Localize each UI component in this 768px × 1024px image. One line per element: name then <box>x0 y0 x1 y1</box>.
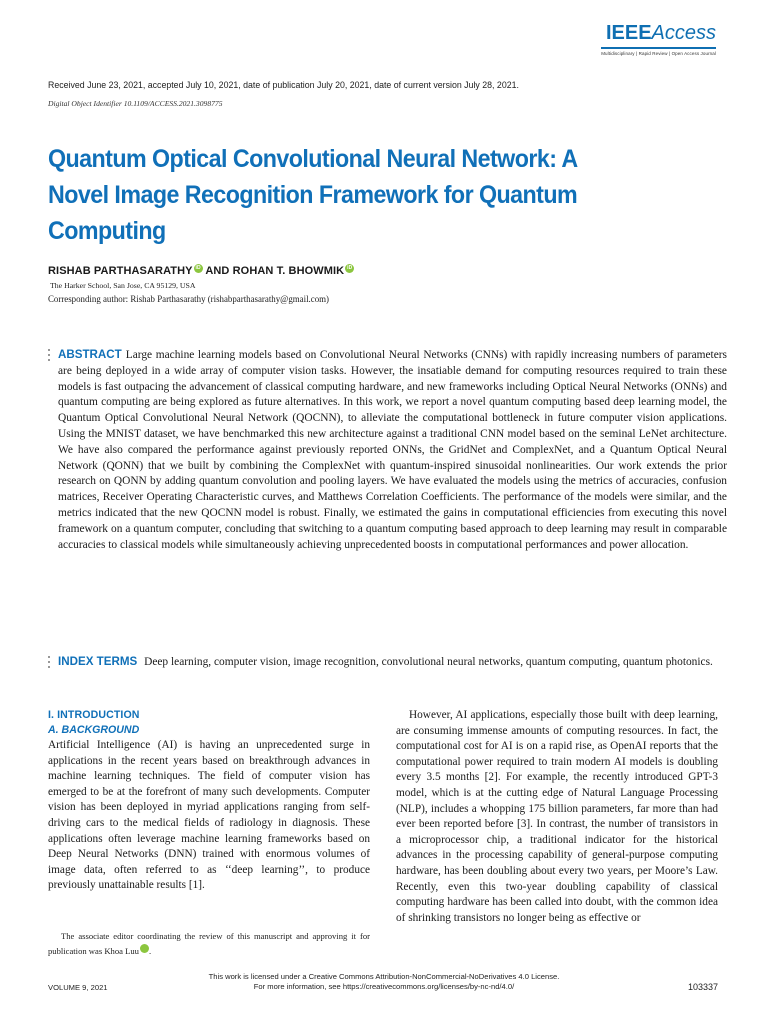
footnote-text: The associate editor coordinating the review of this manuscript and approving it for publication was Khoa Luu <box>48 931 370 956</box>
footnote: The associate editor coordinating the review of this manuscript and approving it for publication was Khoa Luu iD. <box>48 931 370 956</box>
license-notice <box>140 972 628 992</box>
author-1-name: RISHAB PARTHASARATHY <box>48 265 193 277</box>
index-terms-text: Deep learning, computer vision, image recognition, convolutional neural networks, quantum computing, quantum photonics. <box>144 656 713 668</box>
orcid-icon[interactable]: iD <box>140 944 149 953</box>
license-line: This work is licensed under a Creative Commons Attribution-NonCommercial-NoDerivatives 4.0 License. <box>208 972 560 981</box>
orcid-icon[interactable]: iD <box>347 265 353 271</box>
index-terms-heading: INDEX TERMS <box>58 655 138 668</box>
body-paragraph: However, AI applications, especially those built with deep learning, are consuming immense amounts of computing resources. In fact, the computational cost for AI is on a rapid rise, as OpenAI reports that the computational power required to train modern AI models is doubling every 3.5 months [2]. For example, the recently introduced GPT-3 model, which is at the cutting edge of Natural Language Processing (NLP), includes a whopping 175 billion parameters, far more than had ever been reported before [3]. In contrast, the number of transistors in a microprocessor chip, a traditional indicator for the historical advances in the processing capability of general-purpose computing hardware, has been doubling about every two years, per Moore’s Law. Recently, even this two-year doubling capability of classical computing hardware has been called into doubt, with the common idea of shrinking transistors no longer being as effective or <box>396 709 718 924</box>
logo-wordmark <box>601 22 716 44</box>
author-2-name: AND ROHAN T. BHOWMIK <box>205 265 345 277</box>
author-line <box>48 264 354 277</box>
received-dates: Received June 23, 2021, accepted July 10, 2021, date of publication July 20, 2021, date of current version July 28, 2021. <box>48 80 519 90</box>
abstract <box>58 347 727 553</box>
orcid-icon[interactable]: iD <box>195 265 201 271</box>
abstract-dots-icon <box>48 349 51 364</box>
doi-line: Digital Object Identifier 10.1109/ACCESS.2021.3098775 <box>48 99 223 108</box>
corresponding-author: Corresponding author: Rishab Parthasarathy (rishabparthasarathy@gmail.com) <box>48 294 330 304</box>
journal-logo <box>601 22 716 56</box>
logo-rule <box>601 47 716 49</box>
license-link[interactable]: For more information, see https://creativecommons.org/licenses/by-nc-nd/4.0/ <box>253 982 515 991</box>
section-heading: I. INTRODUCTION <box>48 709 140 721</box>
abstract-text: Large machine learning models based on Convolutional Neural Networks (CNNs) with rapidly increasing numbers of parameters are being deployed in a wide array of computer vision tasks. However, the insatiable demand for computing resources required to train these models is fast outpacing the advancement of classical computing hardware, and new frameworks including Optical Neural Networks (ONNs) and quantum computing are being explored as future alternatives. In this work, we report a novel quantum computing based deep learning model, the Quantum Optical Convolutional Neural Network (QOCNN), to alleviate the computational bottleneck in future computer vision applications. Using the MNIST dataset, we have benchmarked this new architecture against a traditional CNN model based on the seminal LeNet architecture. We have also compared the performance against previously reported ONNs, the GridNet and ComplexNet, and a Quantum Optical Neural Network (QONN) that we built by combining the ComplexNet with quantum-inspired sinusoidal nonlinearities. Our work extends the prior research on QONN by adding quantum convolution and pooling layers. We have evaluated the models using the metrics of accuracies, confusion matrices, Receiver Operating Characteristic curves, and Matthews Correlation Coefficients. The performance of the models were similar, and the metrics indicated that the new QOCNN model is robust. Finally, we estimated the gains in computational efficiencies from executing this novel framework on a quantum computer, concluding that switching to a quantum computing based approach to deep learning may result in comparable accuracies to classical models while simultaneously achieving unprecedented boosts in computational performances and power allocation. <box>58 349 727 551</box>
paper-title: Quantum Optical Convolutional Neural Network: A Novel Image Recognition Framework for Quantum Computing <box>48 145 578 245</box>
body-paragraph: Artificial Intelligence (AI) is having an unprecedented surge in applications in the recent years based on breakthrough advances in machine learning techniques. The field of computer vision has emerged to be at the forefront of many such developments. Computer vision has been deployed in myriad applications ranging from self-driving cars to the medical fields of radiology in diagnosis. These applications often leverage machine learning frameworks based on Deep Neural Networks (DNN) trained with enormous volumes of image data, often referred to as ‘‘deep learning’’, to produce previously unattainable results [1]. <box>48 739 370 892</box>
logo-access: Access <box>651 22 716 44</box>
right-column <box>396 708 718 926</box>
logo-tagline: Multidisciplinary | Rapid Review | Open Access Journal <box>601 51 716 56</box>
page-number: 103337 <box>687 982 718 992</box>
affiliation: The Harker School, San Jose, CA 95129, USA <box>50 281 196 290</box>
logo-ieee: IEEE <box>605 22 652 44</box>
index-terms-dots-icon <box>48 656 51 671</box>
volume-info: VOLUME 9, 2021 <box>48 983 108 992</box>
index-terms <box>58 654 727 670</box>
left-column <box>48 708 370 894</box>
abstract-heading: ABSTRACT <box>58 348 122 361</box>
subsection-heading: A. BACKGROUND <box>48 724 140 736</box>
